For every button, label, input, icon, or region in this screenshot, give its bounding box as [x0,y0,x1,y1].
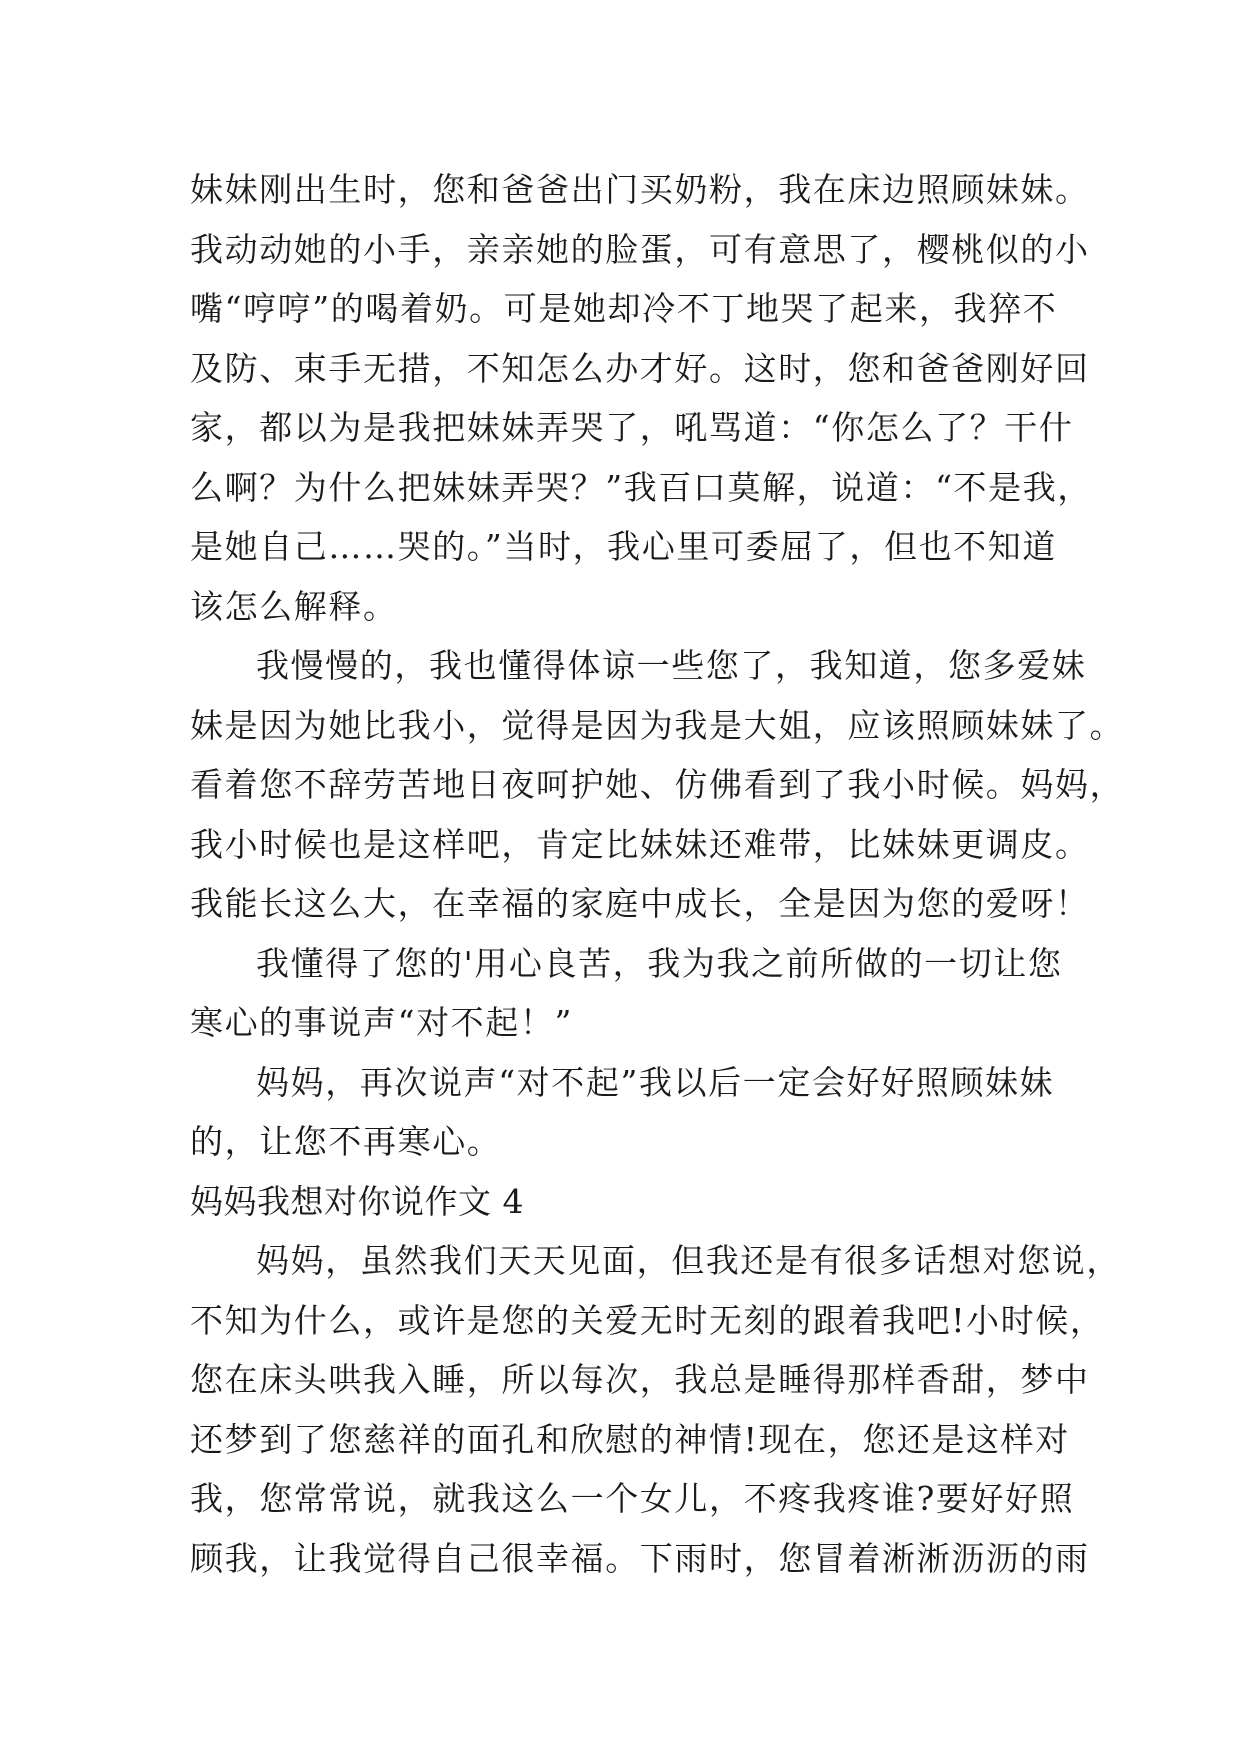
paragraph-start-line: 妈妈，再次说声“对不起”我以后一定会好好照顾妹妹 [256,1062,1055,1102]
text-line: 您在床头哄我入睡，所以每次，我总是睡得那样香甜，梦中 [190,1360,1090,1399]
text-line: 寒心的事说声“对不起！” [190,1003,573,1042]
text-line: 妹是因为她比我小，觉得是因为我是大姐，应该照顾妹妹了。 [190,705,1125,745]
essay-text [190,160,1125,1588]
text-line: 顾我，让我觉得自己很幸福。下雨时，您冒着淅淅沥沥的雨 [190,1538,1090,1578]
text-line: 该怎么解释。 [190,586,398,626]
text-line: 还梦到了您慈祥的面孔和欣慰的神情!现在，您还是这样对 [190,1419,1070,1459]
text-line: 看着您不辞劳苦地日夜呵护她、仿佛看到了我小时候。妈妈， [190,765,1125,804]
section-heading: 妈妈我想对你说作文 4 [190,1181,524,1221]
text-line: 是她自己……哭的。”当时，我心里可委屈了，但也不知道 [190,527,1057,566]
text-line: 我能长这么大，在幸福的家庭中成长，全是因为您的爱呀！ [190,884,1090,923]
paragraph-start-line: 我慢慢的，我也懂得体谅一些您了，我知道，您多爱妹 [256,646,1087,685]
text-line: 及防、束手无措，不知怎么办才好。这时，您和爸爸刚好回 [190,348,1090,388]
text-line: 家，都以为是我把妹妹弄哭了，吼骂道：“你怎么了？干什 [190,408,1074,447]
text-line: 嘴“哼哼”的喝着奶。可是她却冷不丁地哭了起来，我猝不 [190,289,1058,328]
text-line: 的，让您不再寒心。 [190,1122,502,1161]
text-line: 我，您常常说，就我这么一个女儿，不疼我疼谁?要好好照 [190,1479,1075,1518]
text-line: 我动动她的小手，亲亲她的脸蛋，可有意思了，樱桃似的小 [190,229,1090,269]
text-line: 妹妹刚出生时，您和爸爸出门买奶粉，我在床边照顾妹妹。 [190,170,1090,209]
paragraph-start-line: 我懂得了您的'用心良苦，我为我之前所做的一切让您 [256,943,1063,983]
text-line: 我小时候也是这样吧，肯定比妹妹还难带，比妹妹更调皮。 [190,824,1090,864]
text-line: 不知为什么，或许是您的关爱无时无刻的跟着我吧!小时候， [190,1300,1105,1340]
paragraph-start-line: 妈妈，虽然我们天天见面，但我还是有很多话想对您说， [256,1241,1121,1280]
text-line: 么啊？为什么把妹妹弄哭？”我百口莫解，说道：“不是我， [190,467,1092,507]
